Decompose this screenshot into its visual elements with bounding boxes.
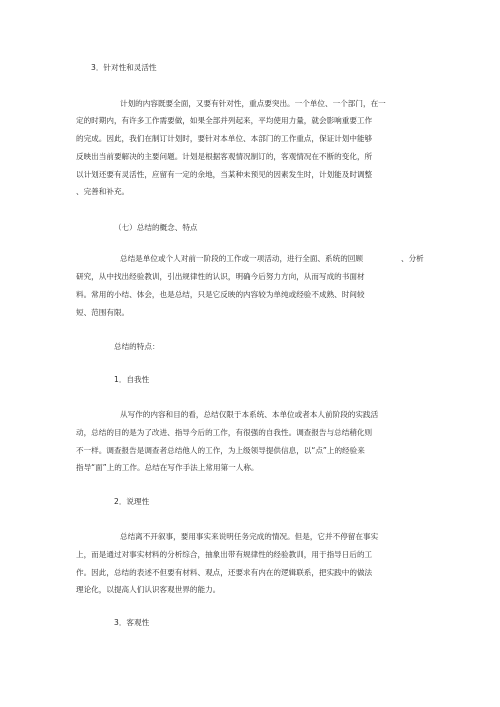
paragraph-line: 动，总结的目的是为了改进、指导今后的工作，有很强的自我性。调查报告与总结稍化则 xyxy=(76,428,373,437)
paragraph-line: 总结是单位或个人对前一阶段的工作或一项活动，进行全面、系统的回顾 xyxy=(120,254,363,263)
feature-heading-reasoning: 2．说理性 xyxy=(114,497,150,506)
paragraph-line: 研究，从中找出经验教训，引出规律性的认识，明确今后努力方向，从而写成的书面材 xyxy=(76,272,365,281)
paragraph-line: 理论化，以提高人们认识客观世界的能力。 xyxy=(76,585,221,594)
paragraph-line: 定的时期内，有许多工作需要做，如果全部并列起来，平均使用力量，就会影响重要工作 xyxy=(76,116,373,125)
paragraph-line: 不一样。调查报告是调查者总结他人的工作，为上级领导提供信息，以“点”上的经验来 xyxy=(76,446,365,455)
paragraph-line: 总结离不开叙事，要用事实来说明任务完成的情况。但是，它并不停留在事实 xyxy=(120,532,379,541)
feature-heading-objective: 3．客观性 xyxy=(114,618,150,627)
features-label: 总结的特点： xyxy=(114,342,160,351)
paragraph-line: 以计划还要有灵活性，应留有一定的余地，当某种未预见的因素发生时，计划能及时调整 xyxy=(76,170,373,179)
paragraph-line: 指导“面”上的工作。总结在写作手法上常用第一人称。 xyxy=(76,463,259,472)
paragraph-line: 作。因此，总结的表述不但要有材料、观点，还要求有内在的逻辑联系，把实践中的做法 xyxy=(76,568,373,577)
feature-heading-self: 1．自我性 xyxy=(114,375,150,384)
paragraph-line-tail: 、分析 xyxy=(401,254,424,263)
paragraph-line: 计划的内容既要全面，又要有针对性，重点要突出。一个单位、一个部门，在一 xyxy=(120,99,386,108)
paragraph-line: 、完善和补充。 xyxy=(76,187,130,196)
paragraph-line: 料。常用的小结、体会，也是总结，只是它反映的内容较为单纯或经验不成熟、时间较 xyxy=(76,290,365,299)
paragraph-line: 上，而是通过对事实材料的分析综合，抽象出带有规律性的经验教训，用于指导日后的工 xyxy=(76,550,373,559)
paragraph-line: 短、范围有限。 xyxy=(76,308,130,317)
paragraph-line: 的完成。因此，我们在制订计划时，要针对本单位、本部门的工作重点，保证计划中能够 xyxy=(76,134,373,143)
paragraph-line: 从写作的内容和目的看，总结仅限于本系统、本单位或者本人前阶段的实践活 xyxy=(120,410,379,419)
section-heading-summary: （七）总结的概念、特点 xyxy=(114,223,198,232)
paragraph-line: 反映出当前要解决的主要问题。计划是根据客观情况制订的，客观情况在不断的变化，所 xyxy=(76,152,373,161)
section-heading-targeting: 3．针对性和灵活性 xyxy=(91,63,157,72)
